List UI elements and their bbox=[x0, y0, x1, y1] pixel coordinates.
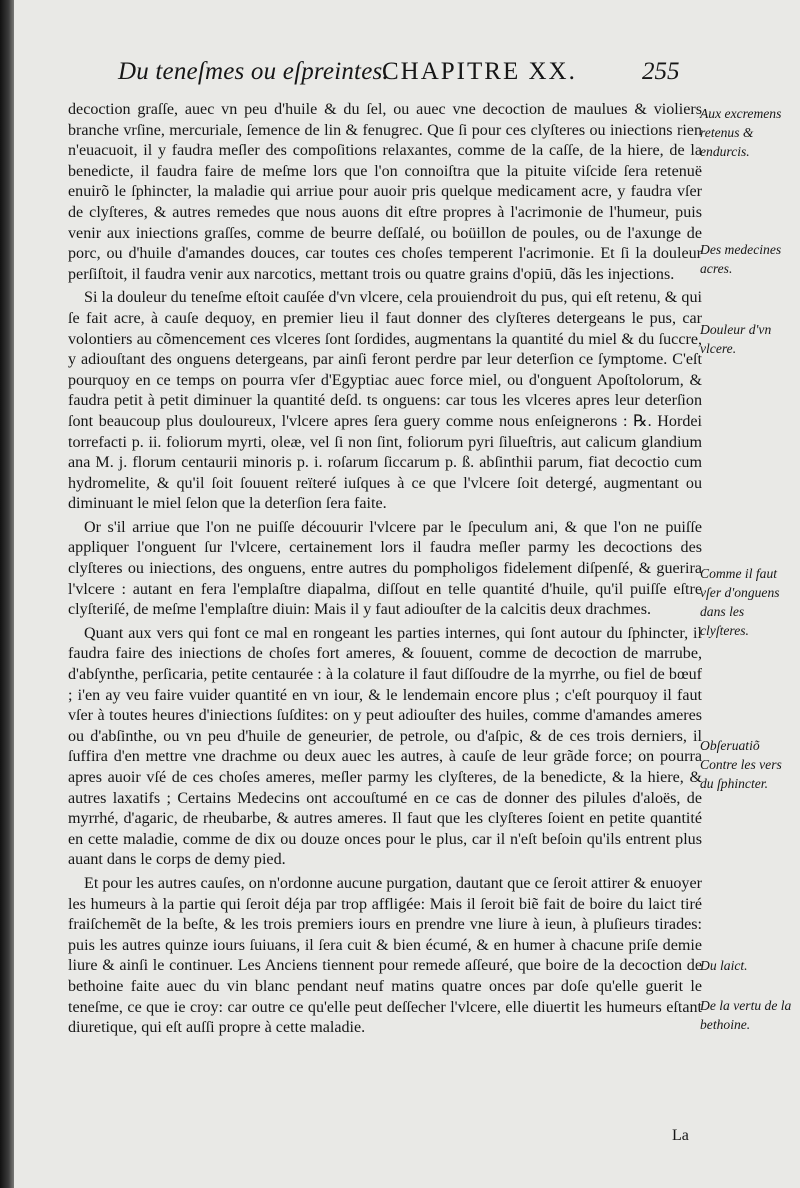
margin-note-worms: Obſeruatiõ Contre les vers du ſphincter. bbox=[700, 738, 782, 791]
paragraph-speculum: Or s'il arriue que l'on ne puiſſe découurir l'vlcere par le ſpeculum ani, & que l'on ne puiſſe appliquer l'onguent ſur l'vlcere, certainement lors il faudra meſler parmy les decoctions des clyſteres ou iniections, des onguens, entre autres du pompholigos fidelement diſpenſé, & guerira l'vlcere : autant en fera l'emplaſtre diapalma, diſſout en telle quantité d'huile, qu'il puiſſe eſtre clyſteriſé, de meſme l'emplaſtre diuin: Mais il y faut adiouſter de la calcitis deux drachmes. bbox=[68, 518, 702, 619]
margin-note-milk: Du laict. bbox=[700, 958, 748, 973]
page-number: 255 bbox=[642, 58, 680, 85]
paragraph-worms: Quant aux vers qui font ce mal en rongeant les parties internes, qui ſont autour du ſphincter, il faudra faire des iniections de choſes fort ameres, & ſouuent, comme de decoction de marrube, d'abſynthe, perſicaria, petite centaurée : à la colature il faut diſſoudre de la myrrhe, ou fiel de bœuf ; i'en ay veu faire vuider quantité en vn iour, & le lendemain encore plus ; c'eſt pourquoy il faut vſer à toutes heures d'iniections ſuſdites: on y peut adiouſter des huiles, comme d'amandes ameres ou d'abſinthe, ou vn peu d'huile de geneurier, de petrole, ou d'aſpic, & de ces trois derniers, il ſuffira d'en mettre vne drachme ou deux auec les autres, à cauſe de leur grãde force; on pourra apres auoir vſé de ces choſes ameres, meſler parmy les clyſteres, de la benedicte, & la hiere, & autres laxatifs ; Certains Medecins ont accouſtumé en ce cas de donner des pilules d'aloës, de myrrhé, d'agaric, de rheubarbe, & autres ameres. Il faut que les clyſteres ſoient en petite quantité en cette maladie, comme de dix ou douze onces pour le plus, car il n'eſt beſoin qu'ils entrent plus auant dans le corps de demy pied. bbox=[68, 624, 702, 869]
margin-note-ulcer-pain: Douleur d'vn vlcere. bbox=[700, 322, 772, 356]
margin-note-ointments: Comme il faut vſer d'onguens dans les clyſteres. bbox=[700, 566, 780, 638]
margin-note-betony: De la vertu de la bethoine. bbox=[700, 998, 792, 1032]
margin-note-excrements: Aux excremens retenus & endurcis. bbox=[700, 106, 782, 159]
catchword: La bbox=[672, 1127, 689, 1144]
margin-note-acrid-medicines: Des medecines acres. bbox=[700, 242, 782, 276]
chapter-heading: CHAPITRE XX. bbox=[382, 58, 577, 85]
running-title: Du teneſmes ou eſpreintes. bbox=[118, 58, 389, 85]
paragraph-ulcer: Si la douleur du teneſme eſtoit cauſée d'vn vlcere, cela prouiendroit du pus, qui eſt retenu, & qui ſe fait acre, à cauſe dequoy, en premier lieu il faut donner des clyſteres detergeans le pus, car volontiers au cõmencement ces vlceres ſont ſordides, augmentans la quantité du miel & du ſuccre, y adiouſtant des onguens detergeans, par ainſi feront perdre par leur deterſion ce ſymptome. C'eſt pourquoy en ce temps on pourra vſer d'Egyptiac auec force miel, ou d'onguent Apoſtolorum, & faudra petit à petit diminuer la quantité deſd. ts onguens: car tous les vlceres apres leur deterſion ſont beaucoup plus douloureux, l'vlcere apres ſera guery comme nous enſeignerons : ℞. Hordei torrefacti p. ii. foliorum myrti, oleæ, vel ſi non ſint, foliorum pyri ſilueſtris, aut calicum glandium ana M. j. florum centaurii minoris p. i. roſarum ſiccarum p. ß. abſinthii parum, fiat decoctio cum hydromelite, & qu'il ſoit ſouuent reïteré iuſques à ce que l'vlcere ſoit detergé, augmentant ou diminuant le miel ſelon que la deterſion ſera faite. bbox=[68, 289, 702, 513]
paragraph-milk: Et pour les autres cauſes, on n'ordonne aucune purgation, dautant que ce ſeroit attirer & enuoyer les humeurs à la partie qui ſeroit déja par trop affligée: Mais il ſeroit biẽ fait de boire du laict tiré fraiſchemẽt de la beſte, & les trois premiers iours en prendre vne liure à ieun, à pluſieurs tirades: puis les autres quinze iours ſuiuans, il ſera cuit & bien écumé, & en humer à chacune priſe demie liure & ainſi le continuer. Les Anciens tiennent pour remede aſſeuré, que boire de la decoction de bethoine faite auec du vin blanc pendant neuf matins quatre onces par doſe qu'elle guerit le teneſme, ce que ie croy: car outre ce qu'elle peut deſſecher l'vlcere, elle diuertit les humeurs eſtant diuretique, qui eſt auſſi propre à cette maladie. bbox=[68, 874, 702, 1037]
binding-gutter bbox=[0, 0, 14, 1188]
book-page bbox=[14, 0, 800, 1188]
running-header bbox=[114, 58, 714, 98]
paragraph-remedies: decoction graſſe, auec vn peu d'huile & du ſel, ou auec vne decoction de maulues & violiers branche vrſine, mercuriale, ſemence de lin & fenugrec. Que ſi pour ces clyſteres ou iniections rien n'euacuoit, il y faudra meſler des compoſitions relaxantes, comme de la caſſe, de la hiere, de la benedicte, il faudra faire de meſme lors que l'on connoiſtra que la pituite viſcide ſera retenuë enuirõ le ſphincter, la maladie qui arriue pour auoir pris quelque medicament acre, y faudra vſer de clyſteres, & autres remedes que nous auons dit eſtre propres à l'acrimonie de l'humeur, puis venir aux iniections graſſes, comme de beurre deſſalé, ou boüillon de poules, ou de l'axunge de porc, ou d'huile d'amandes douces, car toutes ces choſes temperent l'acrimonie. Et ſi la douleur perſiſtoit, il faudra venir aux narcotics, mettant trois ou quatre grains d'opiū, dãs les injections. bbox=[68, 101, 702, 283]
text-body bbox=[68, 100, 702, 1039]
